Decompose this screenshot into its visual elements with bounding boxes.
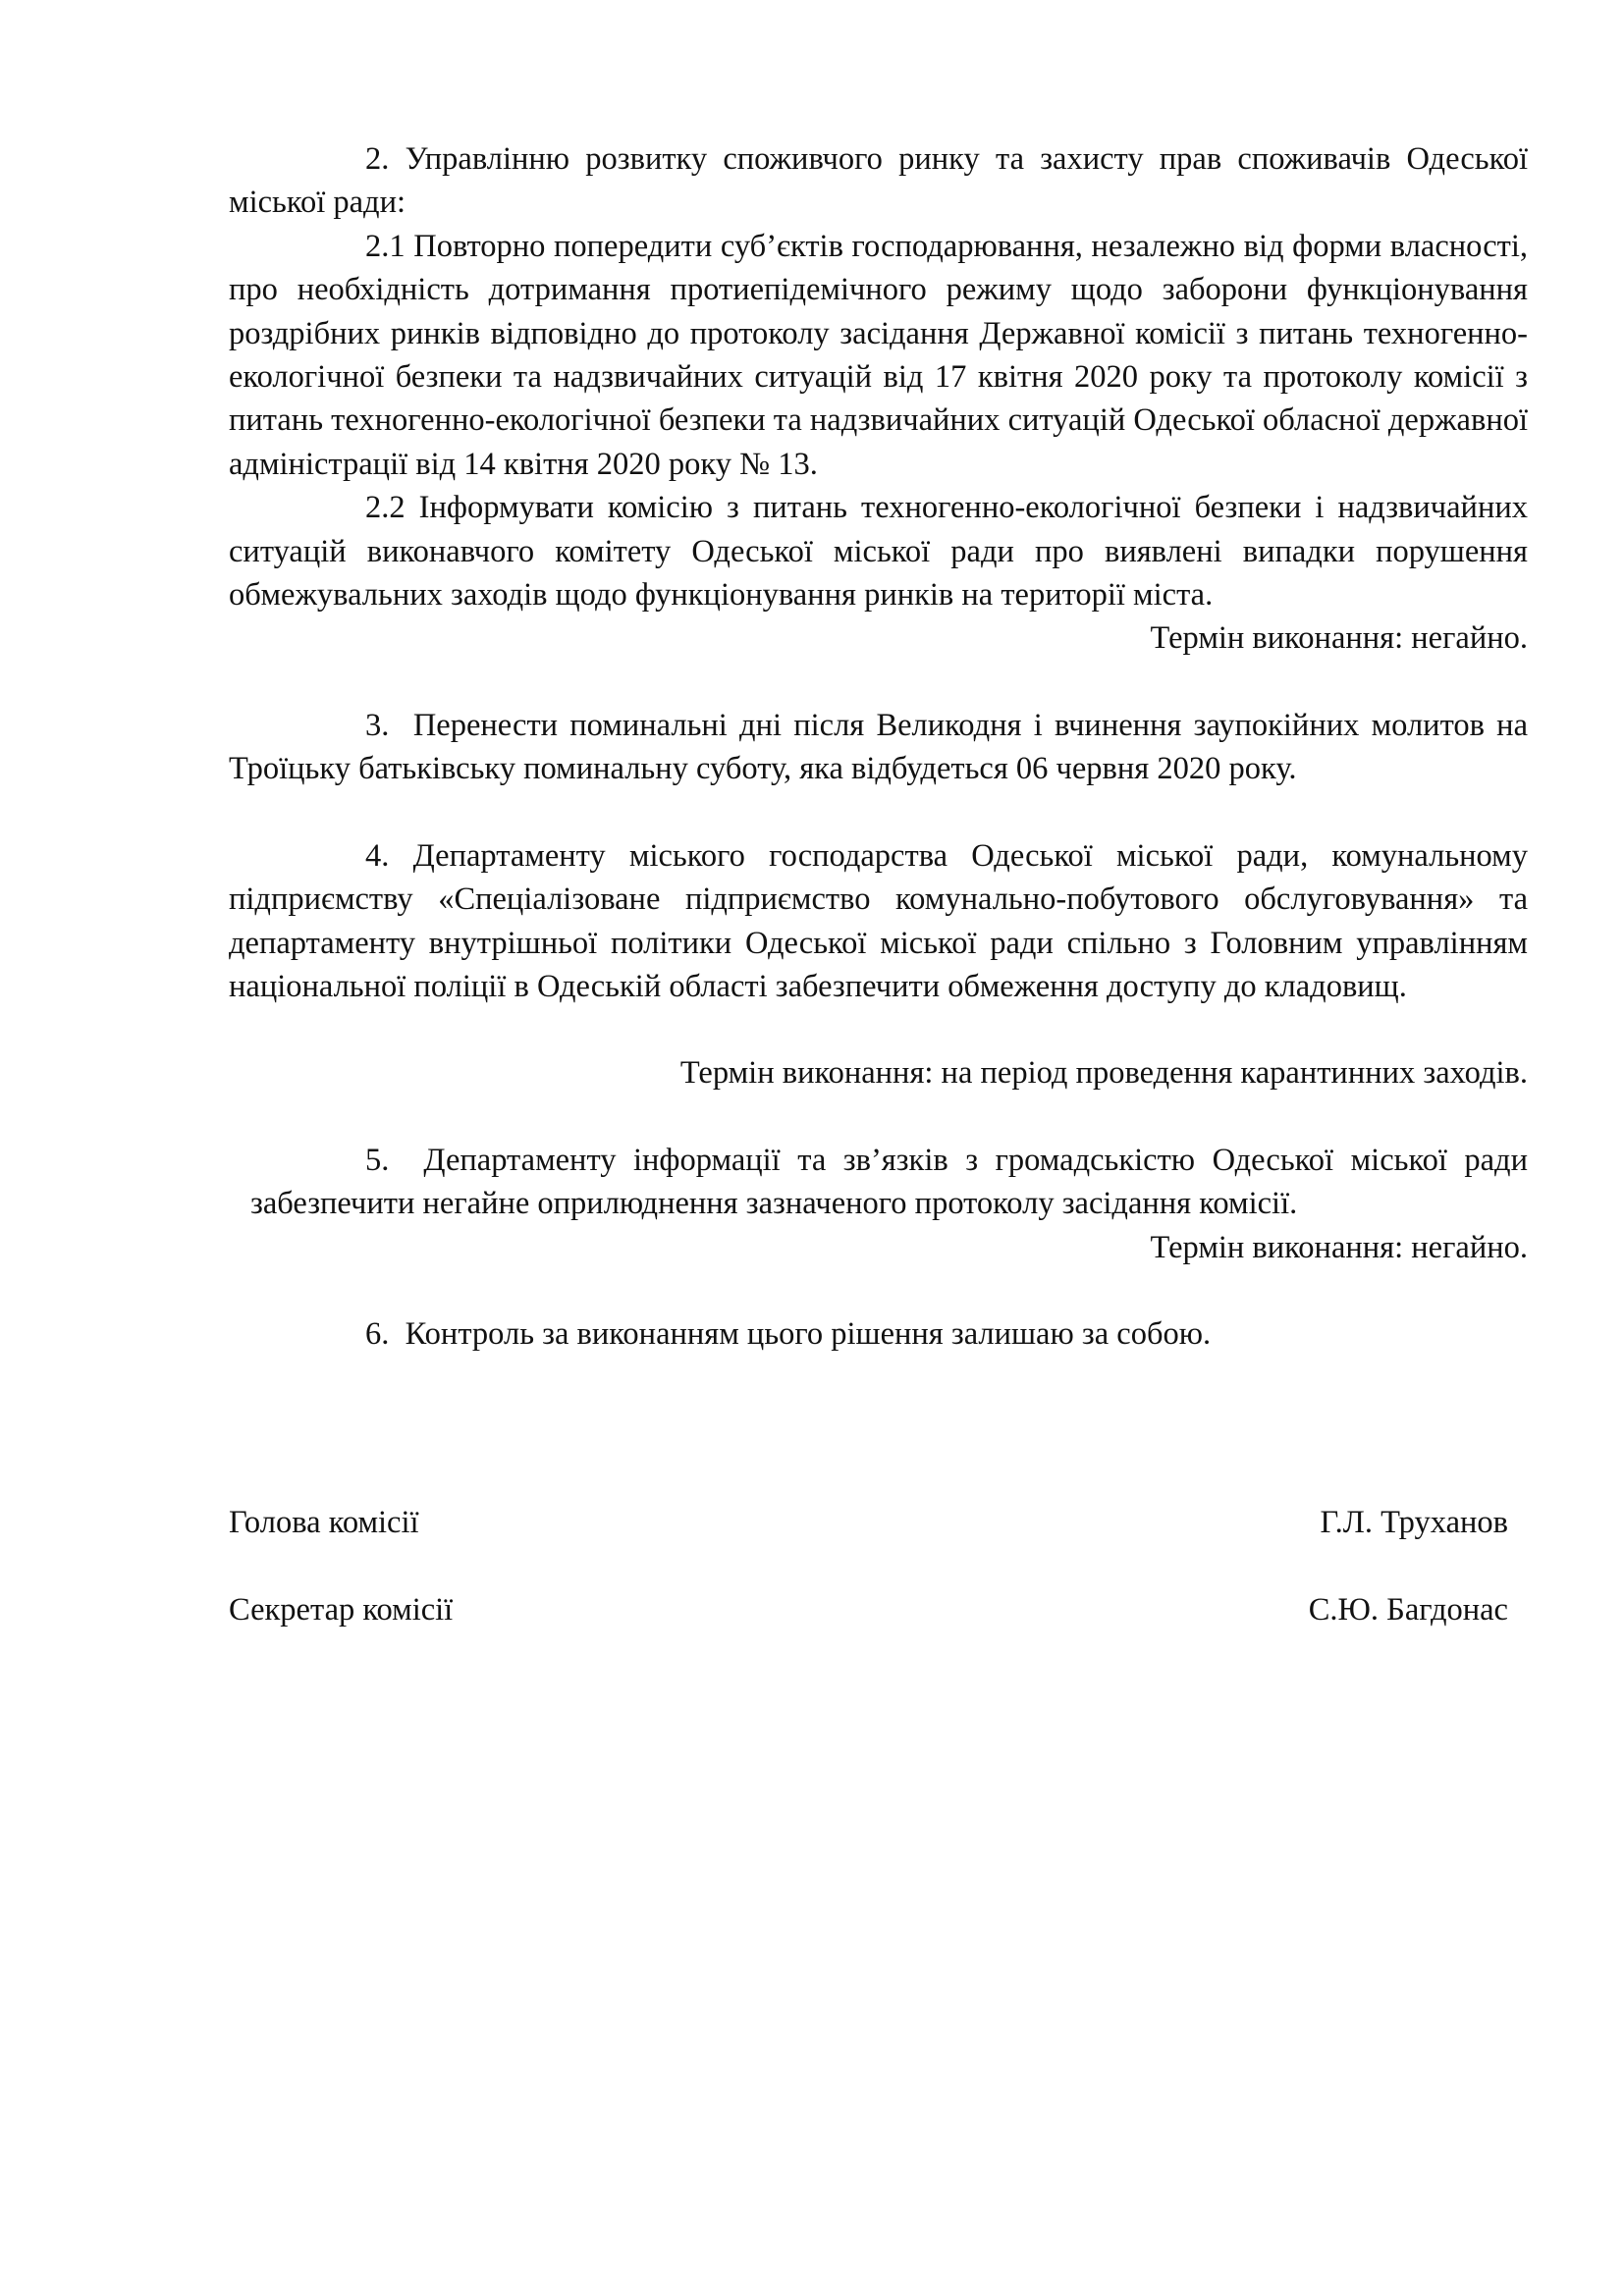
item-3: [229, 704, 1528, 791]
spacer: [229, 661, 1528, 704]
signature-row-secretary: [229, 1588, 1528, 1631]
item-5: [229, 1139, 1528, 1269]
spacer: [229, 1356, 1528, 1501]
item-4: [229, 834, 1528, 1095]
item-5-deadline: Термін виконання: негайно.: [1150, 1229, 1528, 1265]
spacer: [229, 1095, 1528, 1139]
signature-role: Секретар комісії: [229, 1591, 454, 1628]
spacer: [229, 1269, 1528, 1312]
item-6: [229, 1312, 1528, 1356]
signature-name: С.Ю. Багдонас: [1308, 1591, 1508, 1628]
item-2-2: 2.2 Інформувати комісію з питань техногенно-екологічної безпеки і надзвичайних ситуацій виконавчого комітету Одеської міської ради про виявлені випадки порушення обмежувальних заходів щодо функціонування ринків на території міста.: [229, 490, 1528, 614]
signature-row-chair: [229, 1501, 1528, 1544]
item-4-deadline: Термін виконання: на період проведення карантинних заходів.: [679, 1055, 1528, 1092]
signature-role: Голова комісії: [229, 1505, 419, 1541]
spacer: [229, 791, 1528, 834]
spacer: [229, 1545, 1528, 1588]
signature-block: [229, 1501, 1528, 1631]
item-3-text: 3. Перенести поминальні дні після Великодня і вчинення заупокійних молитов на Троїцьку батьківську поминальну суботу, яка відбудеться 06 червня 2020 року.: [229, 707, 1528, 787]
item-2-1: 2.1 Повторно попередити суб’єктів господарювання, незалежно від форми власності, про необхідність дотримання протиепідемічного режиму щодо заборони функціонування роздрібних ринків відповідно до протоколу засідання Державної комісії з питань техногенно-екологічної безпеки та надзвичайних ситуацій від 17 квітня 2020 року та протоколу комісії з питань техногенно-екологічної безпеки та надзвичайних ситуацій Одеської обласної державної адміністрації від 14 квітня 2020 року № 13.: [229, 228, 1528, 482]
signature-name: Г.Л. Труханов: [1320, 1505, 1508, 1541]
item-5-text: 5. Департаменту інформації та зв’язків з громадськістю Одеської міської ради забезпечити негайне оприлюднення зазначеного протоколу засідання комісії.: [250, 1142, 1528, 1222]
item-6-text: 6. Контроль за виконанням цього рішення залишаю за собою.: [365, 1315, 1212, 1352]
item-2-deadline: Термін виконання: негайно.: [1150, 620, 1528, 657]
document-page: [229, 137, 1528, 1631]
item-2-intro: 2. Управлінню розвитку споживчого ринку та захисту прав споживачів Одеської міської ради:: [229, 141, 1528, 221]
spacer: [229, 1008, 1528, 1051]
item-4-text: 4. Департаменту міського господарства Одеської міської ради, комунальному підприємству «Спеціалізоване підприємство комунально-побутового обслуговування» та департаменту внутрішньої політики Одеської міської ради спільно з Головним управлінням національної поліції в Одеській області забезпечити обмеження доступу до кладовищ.: [229, 837, 1528, 1004]
item-2: [229, 137, 1528, 661]
